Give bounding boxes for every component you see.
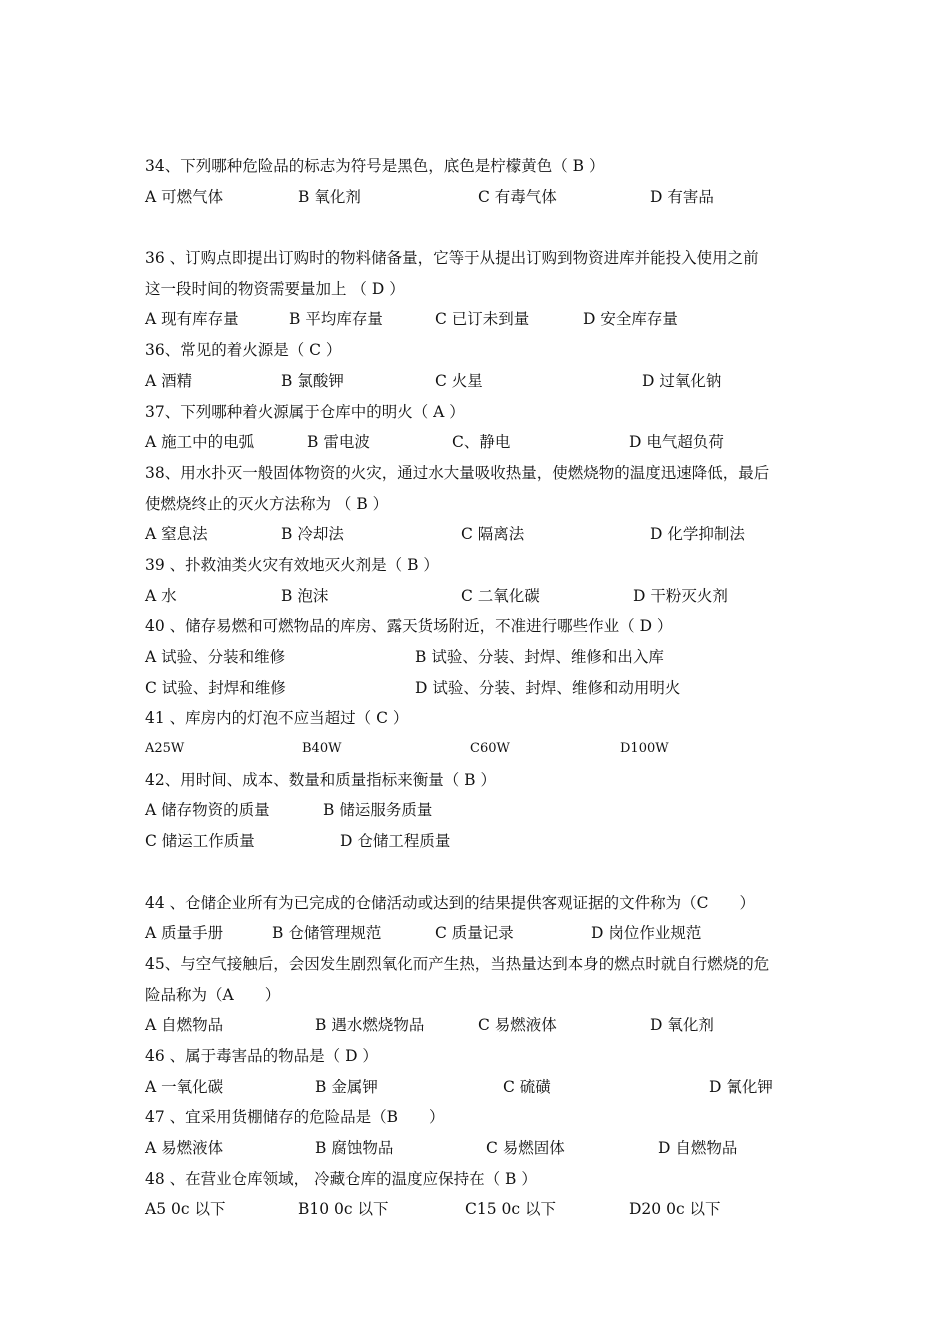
option-a: A 水: [145, 586, 177, 605]
question-stem-continued: 使燃烧终止的灭火方法称为 （ B ）: [145, 494, 389, 513]
option-a: A 酒精: [145, 371, 193, 390]
option-c: C 硫磺: [503, 1077, 551, 1096]
option-row: [145, 642, 825, 673]
option-a: A 试验、分装和维修: [145, 648, 286, 666]
option-row: [145, 366, 825, 397]
option-row: [145, 734, 825, 765]
option-d: D 过氧化钠: [642, 371, 722, 390]
option-d: D 化学抑制法: [650, 525, 745, 544]
question-stem: 41 、库房内的灯泡不应当超过（ C ）: [145, 709, 409, 728]
option-a: A 质量手册: [145, 924, 224, 943]
question-stem: 48 、在营业仓库领域， 冷藏仓库的温度应保持在（ B ）: [145, 1169, 537, 1188]
option-a: A 一氧化碳: [145, 1077, 224, 1096]
option-row: [145, 1010, 825, 1041]
spacer: [145, 857, 825, 888]
question-stem-continued: 这一段时间的物资需要量加上 （ D ）: [145, 279, 405, 298]
option-c: C60W: [470, 741, 510, 757]
option-d: D 氧化剂: [650, 1016, 714, 1035]
option-row: [145, 918, 825, 949]
question-stem: 45、与空气接触后，会因发生剧烈氧化而产生热，当热量达到本身的燃点时就自行燃烧的危: [145, 954, 770, 973]
option-b: B 仓储管理规范: [272, 924, 382, 943]
option-d: D 有害品: [650, 187, 714, 206]
option-b: B 储运服务质量: [323, 801, 433, 820]
question-stem: 36、常见的着火源是（ C ）: [145, 341, 342, 360]
option-row: [145, 182, 825, 213]
option-c: C、静电: [452, 433, 511, 452]
option-d: D 自燃物品: [658, 1139, 738, 1157]
option-a: A5 0c 以下: [145, 1200, 226, 1219]
option-a: A 易燃液体: [145, 1139, 224, 1157]
option-d: D 岗位作业规范: [591, 924, 702, 943]
option-b: B 平均库存量: [289, 310, 383, 329]
question-stem: 38、用水扑灭一般固体物资的火灾，通过水大量吸收热量，使燃烧物的温度迅速降低，最后: [145, 463, 770, 482]
option-d: D 仓储工程质量: [340, 832, 451, 851]
option-d: D 干粉灭火剂: [633, 586, 728, 605]
option-row: [145, 304, 825, 335]
option-a: A 窒息法: [145, 525, 208, 544]
option-c: C 试验、封焊和维修: [145, 678, 286, 697]
option-b: B 金属钾: [315, 1077, 378, 1096]
option-row: [145, 427, 825, 458]
question-stem: 46 、属于毒害品的物品是（ D ）: [145, 1046, 378, 1065]
document-body: [145, 151, 825, 1225]
option-c: C 有毒气体: [478, 187, 557, 206]
option-c: C 易燃固体: [486, 1139, 565, 1157]
question-stem: 40 、储存易燃和可燃物品的库房、露天货场附近，不准进行哪些作业（ D ）: [145, 617, 673, 636]
option-c: C 质量记录: [435, 924, 514, 943]
option-row: [145, 826, 825, 857]
question-stem-continued: 险品称为（A ）: [145, 985, 281, 1004]
option-b: B 腐蚀物品: [315, 1139, 394, 1157]
option-a: A25W: [145, 741, 185, 757]
question-stem: 47 、宜采用货棚储存的危险品是（B ）: [145, 1108, 445, 1127]
question-stem: 34、下列哪种危险品的标志为符号是黑色，底色是柠檬黄色（ B ）: [145, 157, 605, 175]
option-row: [145, 581, 825, 612]
option-a: A 现有库存量: [145, 310, 239, 329]
option-b: B 氧化剂: [298, 187, 361, 206]
question-stem: 39 、扑救油类火灾有效地灭火剂是（ B ）: [145, 555, 439, 574]
option-b: B 试验、分装、封焊、维修和出入库: [415, 648, 664, 666]
option-c: C 易燃液体: [478, 1016, 557, 1035]
option-row: [145, 673, 825, 704]
question-stem: 37、下列哪种着火源属于仓库中的明火（ A ）: [145, 402, 465, 421]
option-c: C 隔离法: [461, 525, 525, 544]
option-d: D100W: [620, 741, 669, 757]
option-row: [145, 1133, 825, 1164]
option-b: B 遇水燃烧物品: [315, 1016, 425, 1035]
option-b: B 雷电波: [307, 433, 370, 452]
option-b: B40W: [302, 741, 342, 757]
option-c: C 储运工作质量: [145, 832, 255, 851]
question-stem: 36 、订购点即提出订购时的物料储备量，它等于从提出订购到物资进库并能投入使用之前: [145, 249, 759, 268]
question-stem: 42、用时间、成本、数量和质量指标来衡量（ B ）: [145, 770, 496, 789]
option-row: [145, 519, 825, 550]
option-a: A 施工中的电弧: [145, 433, 255, 452]
option-d: D 安全库存量: [583, 310, 678, 329]
option-c: C 已订未到量: [435, 310, 530, 329]
option-b: B 冷却法: [281, 525, 344, 544]
option-row: [145, 795, 825, 826]
option-c: C 火星: [435, 371, 483, 390]
option-d: D 试验、分装、封焊、维修和动用明火: [415, 678, 681, 697]
option-b: B 泡沫: [281, 586, 329, 605]
option-d: D20 0c 以下: [629, 1200, 721, 1219]
option-row: [145, 1072, 825, 1103]
option-b: B10 0c 以下: [298, 1200, 389, 1219]
option-d: D 氰化钾: [709, 1077, 773, 1096]
option-a: A 可燃气体: [145, 187, 224, 206]
spacer: [145, 212, 825, 243]
option-a: A 自燃物品: [145, 1016, 224, 1035]
option-c: C 二氧化碳: [461, 586, 540, 605]
option-d: D 电气超负荷: [629, 433, 724, 452]
option-c: C15 0c 以下: [465, 1200, 556, 1219]
option-a: A 储存物资的质量: [145, 801, 270, 820]
option-row: [145, 1194, 825, 1225]
option-b: B 氯酸钾: [281, 371, 344, 390]
question-stem: 44 、仓储企业所有为已完成的仓储活动或达到的结果提供客观证据的文件称为（C ）: [145, 893, 756, 912]
